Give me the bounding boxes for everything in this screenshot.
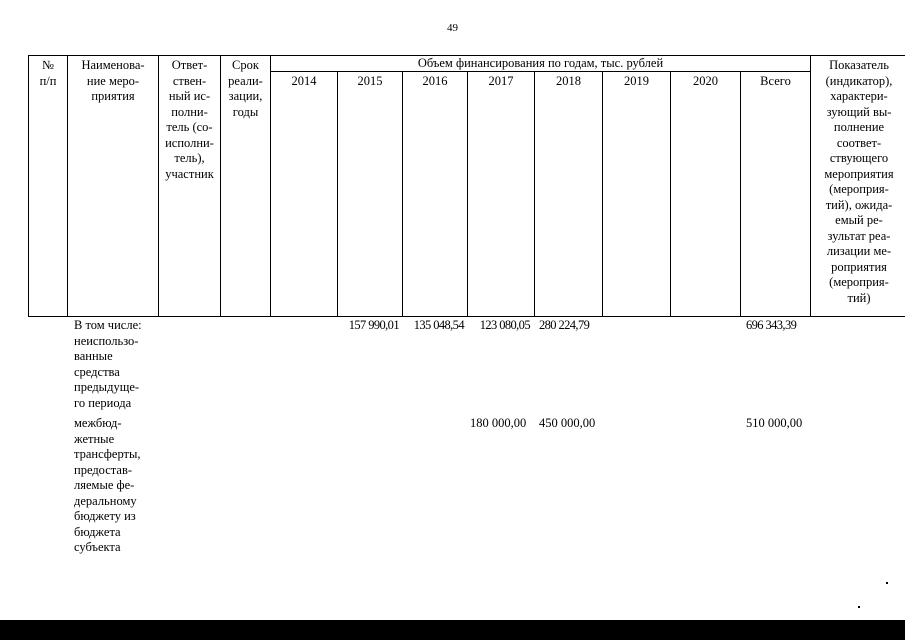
scan-speck — [858, 606, 860, 608]
header-year-2017: 2017 — [488, 74, 514, 88]
header-year-2020: 2020 — [693, 74, 718, 88]
header-year-2015: 2015 — [357, 74, 383, 88]
row-value-2017: 123 080,05 — [479, 318, 530, 332]
row-value-2016: 135 048,54 — [413, 318, 464, 332]
header-number: № п/п — [39, 58, 57, 88]
header-term: Срок реали- зации, годы — [228, 58, 263, 119]
header-year-2014: 2014 — [291, 74, 317, 88]
header-responsible: Ответ- ствен- ный ис- полни- тель (со- исполни- тель), участник — [165, 58, 214, 181]
row-event-name: В том числе: неиспользо- ванные средства предыдуще- го периода — [74, 318, 142, 410]
header-indicator: Показатель (индикатор), характери- зующий вы- полнение соответ- ствующего мероприятия (мероприя- тий), ожида- емый ре- зультат реа- лизации ме- роприятия (мероприя- тий) — [824, 58, 894, 305]
row-value-2017: 180 000,00 — [470, 416, 527, 430]
header-year-2016: 2016 — [422, 74, 448, 88]
header-total: Всего — [760, 74, 791, 88]
row-value-total: 510 000,00 — [746, 416, 803, 430]
row-value-2015: 157 990,01 — [348, 318, 399, 332]
header-financing-title: Объем финансирования по годам, тыс. рублей — [417, 56, 664, 70]
row-value-2018: 450 000,00 — [539, 416, 596, 430]
row-value-2018: 280 224,79 — [539, 318, 590, 332]
header-year-2019: 2019 — [624, 74, 649, 88]
scan-edge-band — [0, 620, 905, 640]
row-value-total: 696 343,39 — [746, 318, 797, 332]
page-number: 49 — [447, 22, 458, 34]
row-event-name: межбюд- жетные трансферты, предостав- ляемые фе- деральному бюджету из бюджета субъекта — [74, 416, 141, 554]
scan-speck — [886, 582, 888, 584]
header-event-name: Наименова- ние меро- приятия — [81, 58, 145, 103]
header-year-2018: 2018 — [556, 74, 581, 88]
